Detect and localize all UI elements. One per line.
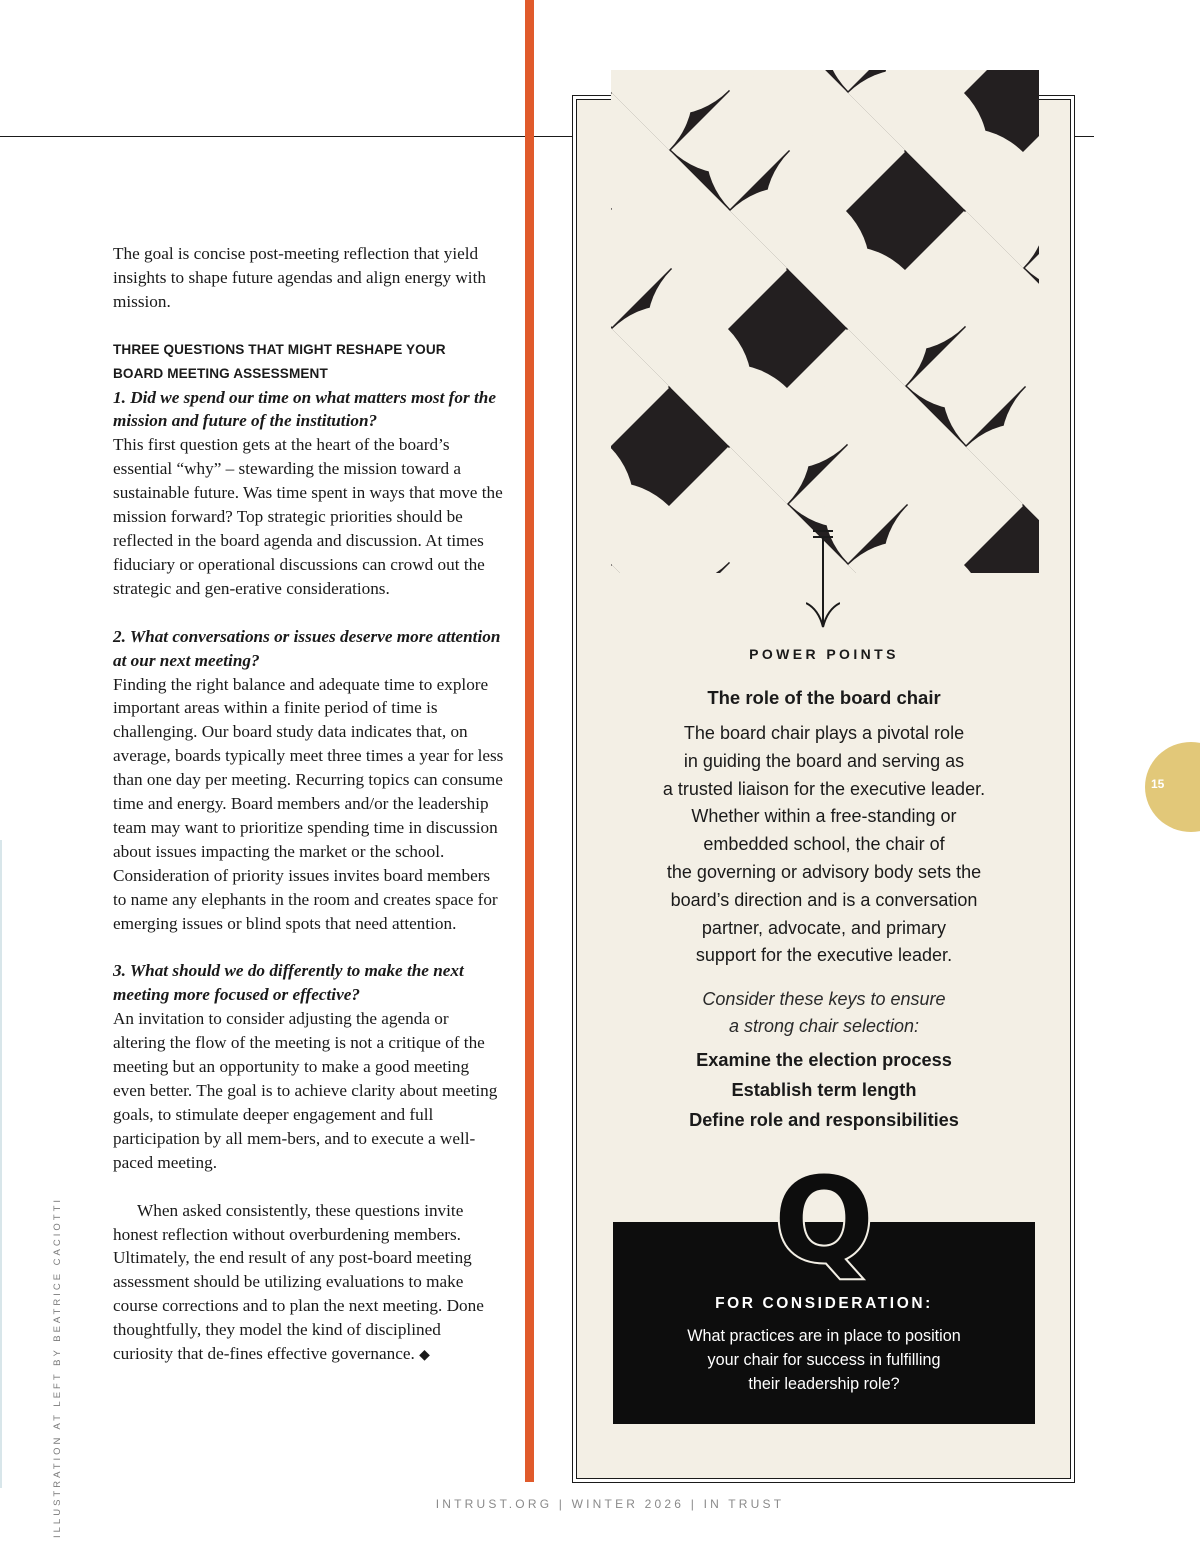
question-3-body: An invitation to consider adjusting the agenda or altering the flow of the meeting is not a critique of the meeting but an opportunity to make a good meeting even better. The goal is to achieve clarity about meeting goals, to stimulate deeper engagement and full participation by all mem-bers, and to execute a well-paced meeting. (113, 1009, 498, 1172)
geometric-pattern-illustration (611, 70, 1039, 573)
consideration-label: FOR CONSIDERATION: (715, 1295, 933, 1312)
article-intro: The goal is concise post-meeting reflection that yield insights to shape future agendas and align energy with mission. (113, 244, 486, 311)
keys-intro: Consider these keys to ensure a strong chair selection: (702, 989, 946, 1036)
power-points-label: POWER POINTS (749, 646, 899, 662)
end-mark-icon: ◆ (419, 1348, 430, 1364)
page-footer: INTRUST.ORG | WINTER 2026 | IN TRUST (435, 1497, 785, 1511)
q-icon: Q (773, 1151, 875, 1289)
key-item: Establish term length (731, 1080, 917, 1100)
accent-bar (525, 0, 534, 1482)
key-item: Examine the election process (696, 1050, 952, 1070)
keys-list (612, 1045, 1036, 1135)
section-heading: THREE QUESTIONS THAT MIGHT RESHAPE YOUR BOARD MEETING ASSESSMENT (113, 341, 446, 381)
illustration-credit: ILLUSTRATION AT LEFT BY BEATRICE CACIOTTI (52, 1196, 63, 1538)
question-2-body: Finding the right balance and adequate time to explore important areas within a finite period of time is challenging. Our board study data indicates that, on average, boards typically meet three times a year for less than one day per meeting. Recurring topics can consume time and energy. Board members and/or the leadership team may want to prioritize spending time in discussion about issues impacting the market or the school. Consideration of priority issues invites board members to name any elephants in the room and creates space for emerging issues or blind spots that need attention. (113, 674, 504, 933)
consideration-text: What practices are in place to position your chair for success in fulfilling their leadership role? (687, 1327, 961, 1393)
question-3: 3. What should we do differently to make the next meeting more focused or effective? (113, 961, 464, 1005)
left-edge-strip (0, 840, 2, 1488)
page-number: 15 (1151, 777, 1165, 791)
article-conclusion: When asked consistently, these questions invite honest reflection without overburdening members. Ultimately, the end result of any post-board meeting assessment should be utilizing evaluations to make course corrections and to plan the next meeting. Done thoughtfully, they model the kind of disciplined curiosity that de-fines effective governance. ◆ (113, 1200, 484, 1364)
question-2: 2. What conversations or issues deserve more attention at our next meeting? (113, 626, 501, 670)
down-arrow-icon (806, 527, 840, 631)
question-1-body: This first question gets at the heart of the board’s essential “why” – stewarding the mission toward a sustainable future. Was time spent in ways that move the mission forward? Top strategic priorities should be reflected in the board agenda and discussion. At times fiduciary or operational discussions can crowd out the strategic and gen-erative considerations. (113, 435, 503, 598)
key-item: Define role and responsibilities (689, 1110, 959, 1130)
sidebar-title: The role of the board chair (707, 687, 941, 708)
question-1: 1. Did we spend our time on what matters most for the mission and future of the institution? (113, 387, 496, 431)
article-column (113, 242, 505, 1368)
sidebar-body: The board chair plays a pivotal role in guiding the board and serving as a trusted liaison for the executive leader. Whether within a free-standing or embedded school, the chair of the governing or advisory body sets the board’s direction and is a conversation partner, advocate, and primary support for the executive leader. (662, 723, 986, 966)
